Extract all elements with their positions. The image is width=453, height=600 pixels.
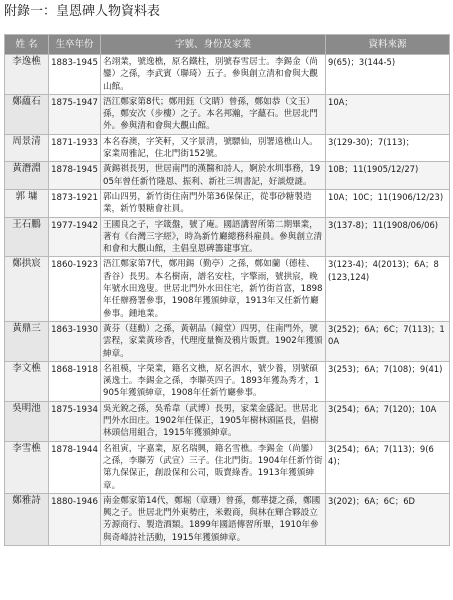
cell-desc: 本名春澳，字笑軒，又字景清，號驃仙，別署遠樵山人。家業周雅記，住北門街152號。 — [101, 134, 326, 162]
header-row — [5, 35, 450, 55]
cell-years: 1883-1945 — [49, 55, 101, 95]
cell-name: 李逸樵 — [5, 55, 49, 95]
cell-years: 1863-1930 — [49, 321, 101, 361]
table-row — [5, 361, 450, 401]
header-years: 生卒年份 — [49, 35, 101, 55]
cell-desc: 名翊業，號逸樵，原名鐵柱，別號春雪居士。李錫金（尚鑾）之孫，李武賓（聯琦）五子。參與創立清和會與大觀山館。 — [101, 55, 326, 95]
cell-name: 李雪樵 — [5, 441, 49, 493]
cell-name: 吳明池 — [5, 401, 49, 441]
table-row — [5, 55, 450, 95]
cell-desc: 名祖寅，字嘉業，原名瑞興，籍名雪樵。李錫金（尚鑾）之孫，李聯芳（武宣）三子。住北門街。1904年任新竹街第九保保正，創設保和公司，販賣綠香。1913年獲頒紳章。 — [101, 441, 326, 493]
cell-years: 1871-1933 — [49, 134, 101, 162]
header-source: 資料來源 — [326, 35, 450, 55]
table-row — [5, 401, 450, 441]
cell-source: 9(65)；3(144-5) — [326, 55, 450, 95]
cell-name: 王石鵬 — [5, 217, 49, 257]
cell-source: 3(202)；6A；6C；6D — [326, 493, 450, 545]
people-table — [4, 34, 450, 546]
cell-source: 10A； — [326, 94, 450, 134]
cell-years: 1875-1947 — [49, 94, 101, 134]
cell-name: 李文樵 — [5, 361, 49, 401]
table-row — [5, 441, 450, 493]
cell-desc: 郭山四男，新竹街住南門外第36保保正，從事砂糖製造業，新竹製糖會社員。 — [101, 189, 326, 217]
cell-source: 3(254)；6A；7(113)；9(64)； — [326, 441, 450, 493]
table-row — [5, 189, 450, 217]
cell-name: 周景清 — [5, 134, 49, 162]
table-row — [5, 134, 450, 162]
header-desc: 字號、身份及家業 — [101, 35, 326, 55]
cell-years: 1868-1918 — [49, 361, 101, 401]
cell-source: 3(254)；6A；7(120)；10A — [326, 401, 450, 441]
cell-desc: 名祖模，字榮業，籍名文樵，原名泗水，號少養，別號碩溪逸士。李錫金之孫，李聯英四子。1893年獲為秀才，1905年獲頒紳章，1908年任新竹廳參事。 — [101, 361, 326, 401]
cell-name: 黃潛淵 — [5, 162, 49, 190]
cell-source: 3(123-4)；4(2013)；6A；8(123,124) — [326, 257, 450, 321]
cell-name: 鄭蘊石 — [5, 94, 49, 134]
table-row — [5, 257, 450, 321]
cell-years: 1875-1934 — [49, 401, 101, 441]
page-title: 附錄一：皇恩碑人物資料表 — [4, 4, 161, 19]
cell-years: 1878-1945 — [49, 162, 101, 190]
table-row — [5, 94, 450, 134]
cell-desc: 黃錫祺長男，世居南門的漢醫和詩人，婀於水圳事務，1905年曾任新竹隆恩、振利、新社三圳書記，好談燈謎。 — [101, 162, 326, 190]
cell-desc: 浯江鄭家第8代；鄭用鈺（文睛）曾孫，鄭如恭（文玉）孫，鄭安次（步樓）之子。本名邦瀚，字蘊石。世居北門外。參與清和會與大觀山館。 — [101, 94, 326, 134]
cell-desc: 浯江鄭家第7代，鄭用錫（勤亭）之孫，鄭如蘭（德桂、香谷）長男。本名樹南，譜名安柱，字擎雨，號拱宸，晚年號水田逸叟。世居北門外水田住宅，新竹街首富，1898年任辦務署參事，1908年獲頒紳章，1913年又任新竹廳參事。鍾地業。 — [101, 257, 326, 321]
cell-desc: 南金鄭家第14代，鄭堀（章珊）曾孫，鄭華捷之孫，鄭國興之子。世居北門外東勢庄，米穀商，與林在輝合夥設立芳源商行、製造酒類。1899年國語傳習所畢，1910年參與奇峰詩社活動，1915年獲頒紳章。 — [101, 493, 326, 545]
cell-years: 1880-1946 — [49, 493, 101, 545]
cell-source: 3(253)；6A；7(108)；9(41) — [326, 361, 450, 401]
cell-desc: 吳光銳之孫，吳希韋（武博）長男，家業金盛記。世居北門外水田庄。1902年任保正，1905年樹林頭區長，倡樹林頭信用組合，1915年獲頒紳章。 — [101, 401, 326, 441]
cell-desc: 王國良之子，字箴盤，號了庵。國語講習所第二期畢業，著有《台灣三字經》，時為新竹廳總務科雇員。參與創立清和會和大觀山館，主倡皇恩碑籌建事宜。 — [101, 217, 326, 257]
table-row — [5, 321, 450, 361]
cell-source: 3(252)；6A；6C；7(113)；10A — [326, 321, 450, 361]
cell-years: 1878-1944 — [49, 441, 101, 493]
cell-source: 3(129-30)；7(113)； — [326, 134, 450, 162]
cell-years: 1860-1923 — [49, 257, 101, 321]
cell-years: 1873-1921 — [49, 189, 101, 217]
cell-source: 3(137-8)；11(1908/06/06) — [326, 217, 450, 257]
table-row — [5, 493, 450, 545]
cell-source: 10B；11(1905/12/27) — [326, 162, 450, 190]
cell-name: 鄭雅詩 — [5, 493, 49, 545]
cell-desc: 黃芬（莛勳）之孫，黃朝品（鏡堂）四男，住南門外，號雲程，家業黃珍香，代理度量衡及鴉片販賣。1902年獲頒紳章。 — [101, 321, 326, 361]
header-name: 姓 名 — [5, 35, 49, 55]
cell-name: 黃鼎三 — [5, 321, 49, 361]
cell-name: 鄭拱宸 — [5, 257, 49, 321]
cell-years: 1977-1942 — [49, 217, 101, 257]
cell-name: 郭 墉 — [5, 189, 49, 217]
table-row — [5, 162, 450, 190]
cell-source: 10A；10C；11(1906/12/23) — [326, 189, 450, 217]
table-row — [5, 217, 450, 257]
